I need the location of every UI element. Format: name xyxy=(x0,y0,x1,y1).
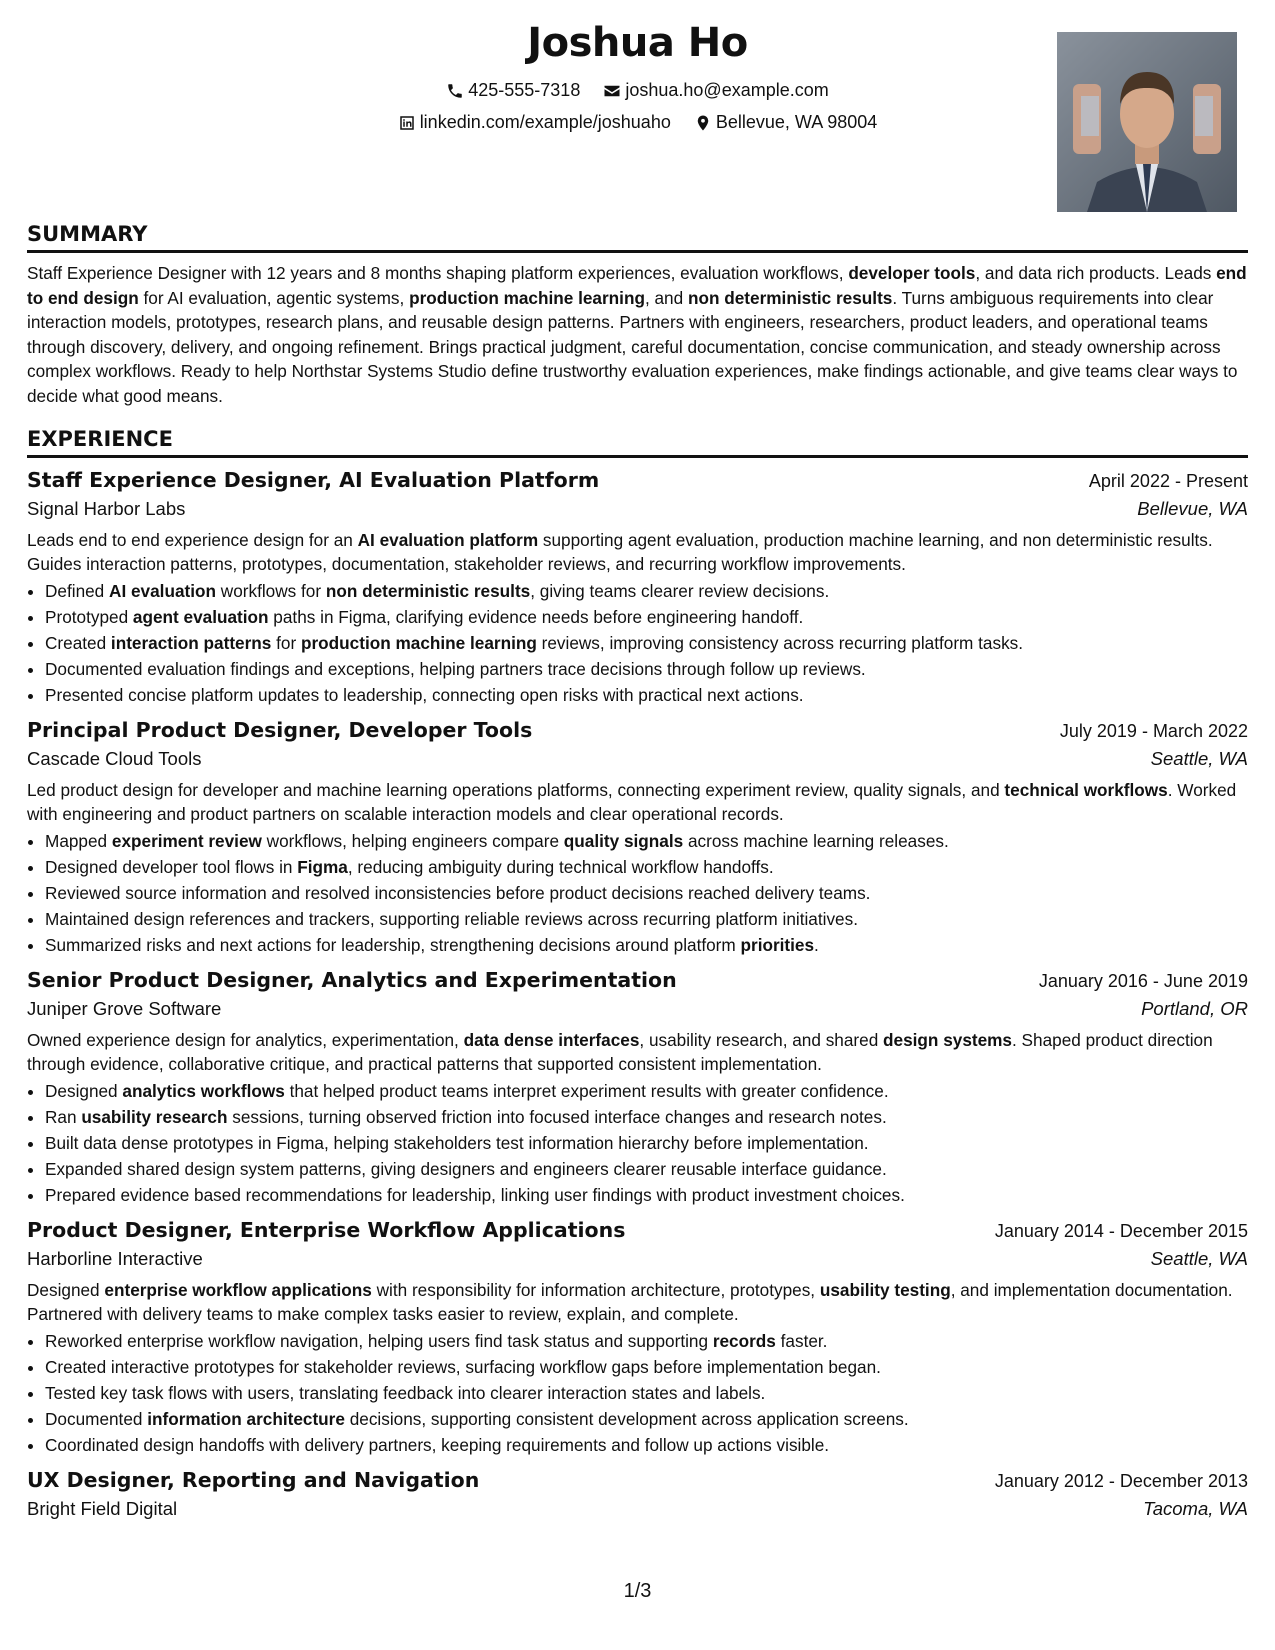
summary-text xyxy=(27,261,1248,409)
bullet-item xyxy=(45,630,1248,656)
map-pin-icon xyxy=(694,114,712,132)
bullet-item xyxy=(45,1406,1248,1432)
email-address[interactable]: joshua.ho@example.com xyxy=(625,80,829,100)
bullet-item xyxy=(45,682,1248,708)
text-run: for AI evaluation, agentic systems, xyxy=(138,287,410,308)
job-subheader xyxy=(27,1498,1248,1520)
linkedin-icon xyxy=(398,114,416,132)
job-title: Principal Product Designer, Developer Tools xyxy=(27,717,533,742)
bold-phrase: AI evaluation platform xyxy=(357,529,539,550)
phone-contact xyxy=(446,80,580,101)
profile-photo-image xyxy=(1057,32,1237,212)
bold-phrase: data dense interfaces xyxy=(463,1029,640,1050)
bold-phrase: analytics workflows xyxy=(122,1080,285,1101)
bullet-item xyxy=(45,604,1248,630)
text-run: . Shaped product direction through evidence, collaborative critique, and practical patterns that supported consistent implementation. xyxy=(27,1029,1213,1075)
bullet-item xyxy=(45,828,1248,854)
text-run: , reducing ambiguity during technical workflow handoffs. xyxy=(347,856,774,877)
text-run: paths in Figma, clarifying evidence needs before engineering handoff. xyxy=(268,606,804,627)
text-run: , and implementation documentation. Partnered with delivery teams to make complex tasks easier to review, explain, and complete. xyxy=(27,1279,1233,1325)
text-run: Reworked enterprise workflow navigation, helping users find task status and supporting xyxy=(45,1330,713,1351)
job-header xyxy=(27,718,1248,742)
job-location: Portland, OR xyxy=(1141,997,1248,1019)
text-run: Designed xyxy=(45,1080,123,1101)
job-description xyxy=(27,1278,1248,1327)
bold-phrase: interaction patterns xyxy=(110,632,272,653)
text-run: Leads end to end experience design for an xyxy=(27,529,358,550)
envelope-icon xyxy=(603,82,621,100)
text-run: that helped product teams interpret experiment results with greater confidence. xyxy=(284,1080,889,1101)
email-contact[interactable] xyxy=(603,80,828,101)
text-run: Created xyxy=(45,632,111,653)
text-run: . Worked with engineering and product partners on scalable interaction models and clear operational records. xyxy=(27,779,1237,825)
bullet-item xyxy=(45,906,1248,932)
text-run: Documented xyxy=(45,1408,148,1429)
text-run: for xyxy=(271,632,301,653)
text-run: , and data rich products. Leads xyxy=(975,263,1217,283)
text-run: Tested key task flows with users, translating feedback into clearer interaction states and labels. xyxy=(45,1382,766,1403)
profile-photo xyxy=(1057,32,1237,212)
bold-phrase: information architecture xyxy=(147,1408,345,1429)
bullet-item xyxy=(45,656,1248,682)
bullet-item xyxy=(45,880,1248,906)
text-run: Reviewed source information and resolved inconsistencies before product decisions reached delivery teams. xyxy=(45,882,871,903)
experience-heading: EXPERIENCE xyxy=(27,427,1248,458)
linkedin-contact[interactable] xyxy=(398,112,671,133)
job-entry xyxy=(27,1468,1248,1520)
job-dates: January 2016 - June 2019 xyxy=(1038,970,1248,991)
job-header xyxy=(27,968,1248,992)
bullet-item xyxy=(45,1104,1248,1130)
job-location: Tacoma, WA xyxy=(1143,1497,1248,1519)
bullet-item xyxy=(45,854,1248,880)
text-run: Led product design for developer and machine learning operations platforms, connecting experiment review, quality signals, and xyxy=(27,779,1005,800)
job-header xyxy=(27,1218,1248,1242)
text-run: , giving teams clearer review decisions. xyxy=(530,580,830,601)
page-number: 1/3 xyxy=(623,1580,652,1602)
text-run: with responsibility for information architecture, prototypes, xyxy=(371,1279,820,1300)
bold-phrase: enterprise workflow applications xyxy=(104,1279,372,1300)
bold-phrase: experiment review xyxy=(111,830,262,851)
text-run: Prepared evidence based recommendations for leadership, linking user findings with product investment choices. xyxy=(45,1184,905,1205)
text-run: Presented concise platform updates to leadership, connecting open risks with practical next actions. xyxy=(45,684,804,705)
bold-phrase: production machine learning xyxy=(409,287,645,308)
job-entry xyxy=(27,718,1248,958)
text-run: workflows, helping engineers compare xyxy=(261,830,564,851)
text-run: reviews, improving consistency across recurring platform tasks. xyxy=(536,632,1024,653)
job-header xyxy=(27,468,1248,492)
linkedin-url[interactable]: linkedin.com/example/joshuaho xyxy=(419,112,671,132)
bullet-item xyxy=(45,578,1248,604)
job-title: Senior Product Designer, Analytics and Experimentation xyxy=(27,967,677,992)
job-title: Product Designer, Enterprise Workflow Applications xyxy=(27,1217,626,1242)
job-bullets xyxy=(27,828,1248,958)
company-name: Cascade Cloud Tools xyxy=(27,747,202,769)
job-title: Staff Experience Designer, AI Evaluation Platform xyxy=(27,467,600,492)
bullet-item xyxy=(45,1156,1248,1182)
bold-phrase: Figma xyxy=(297,856,348,877)
job-entry xyxy=(27,1218,1248,1458)
bold-phrase: design systems xyxy=(883,1029,1012,1050)
job-location: Seattle, WA xyxy=(1150,1247,1248,1269)
bullet-item xyxy=(45,1130,1248,1156)
text-run: Created interactive prototypes for stakeholder reviews, surfacing workflow gaps before implementation began. xyxy=(45,1356,881,1377)
text-run: , and xyxy=(644,287,688,308)
text-run: Built data dense prototypes in Figma, helping stakeholders test information hierarchy before implementation. xyxy=(45,1132,869,1153)
bullet-item xyxy=(45,1380,1248,1406)
bold-phrase: end to end design xyxy=(27,263,1247,308)
bullet-item xyxy=(45,1182,1248,1208)
text-run: sessions, turning observed friction into focused interface changes and research notes. xyxy=(227,1106,887,1127)
bullet-item xyxy=(45,1328,1248,1354)
text-run: . xyxy=(814,934,819,955)
bullet-item xyxy=(45,932,1248,958)
job-location: Bellevue, WA xyxy=(1137,497,1248,519)
text-run: Prototyped xyxy=(45,606,133,627)
bold-phrase: usability testing xyxy=(819,1279,951,1300)
bold-phrase: priorities xyxy=(740,934,815,955)
resume-page xyxy=(27,0,1248,1650)
job-bullets xyxy=(27,578,1248,708)
bold-phrase: AI evaluation xyxy=(109,580,216,601)
company-name: Harborline Interactive xyxy=(27,1247,203,1269)
bold-phrase: non deterministic results xyxy=(325,580,531,601)
job-subheader xyxy=(27,748,1248,770)
text-run: Expanded shared design system patterns, giving designers and engineers clearer reusable interface guidance. xyxy=(45,1158,887,1179)
phone-icon xyxy=(446,82,464,100)
bold-phrase: technical workflows xyxy=(1004,779,1168,800)
job-subheader xyxy=(27,998,1248,1020)
text-run: Ran xyxy=(45,1106,82,1127)
location-text: Bellevue, WA 98004 xyxy=(715,112,878,132)
bold-phrase: non deterministic results xyxy=(687,287,893,308)
text-run: Documented evaluation findings and exceptions, helping partners trace decisions through follow up reviews. xyxy=(45,658,866,679)
job-subheader xyxy=(27,498,1248,520)
text-run: across machine learning releases. xyxy=(683,830,949,851)
job-description xyxy=(27,778,1248,827)
text-run: Defined xyxy=(45,580,110,601)
text-run: Owned experience design for analytics, experimentation, xyxy=(27,1029,464,1050)
resume-header xyxy=(27,0,1248,222)
bold-phrase: agent evaluation xyxy=(132,606,269,627)
text-run: workflows for xyxy=(216,580,326,601)
phone-number: 425-555-7318 xyxy=(468,80,581,100)
bullet-item xyxy=(45,1432,1248,1458)
job-title: UX Designer, Reporting and Navigation xyxy=(27,1467,480,1492)
text-run: Summarized risks and next actions for leadership, strengthening decisions around platform xyxy=(45,934,741,955)
text-run: Coordinated design handoffs with delivery partners, keeping requirements and follow up actions visible. xyxy=(45,1434,830,1455)
bullet-item xyxy=(45,1354,1248,1380)
job-description xyxy=(27,528,1248,577)
text-run: decisions, supporting consistent development across application screens. xyxy=(344,1408,909,1429)
text-run: Mapped xyxy=(45,830,112,851)
job-header xyxy=(27,1468,1248,1492)
job-entry xyxy=(27,968,1248,1208)
job-location: Seattle, WA xyxy=(1150,747,1248,769)
job-bullets xyxy=(27,1328,1248,1458)
job-dates: April 2022 - Present xyxy=(1088,470,1248,491)
text-run: . Turns ambiguous requirements into clear interaction models, prototypes, research plans, and reusable design patterns. Partners with engineers, researchers, product leaders, and operational teams through discovery, delivery, and ongoing refinement. Brings practical judgment, careful documentation, concise communication, and steady ownership across complex workflows. Ready to help Northstar Systems Studio define trustworthy evaluation experiences, make findings actionable, and give teams clear ways to decide what good means. xyxy=(27,287,1238,406)
job-dates: January 2014 - December 2015 xyxy=(994,1220,1248,1241)
job-dates: July 2019 - March 2022 xyxy=(1059,720,1248,741)
bold-phrase: usability research xyxy=(81,1106,228,1127)
company-name: Bright Field Digital xyxy=(27,1497,178,1519)
bullet-item xyxy=(45,1078,1248,1104)
text-run: Staff Experience Designer with 12 years and 8 months shaping platform experiences, evaluation workflows, xyxy=(27,263,849,283)
text-run: Designed developer tool flows in xyxy=(45,856,298,877)
bold-phrase: production machine learning xyxy=(300,632,537,653)
bold-phrase: records xyxy=(712,1330,776,1351)
job-entry xyxy=(27,468,1248,708)
job-description xyxy=(27,1028,1248,1077)
candidate-name: Joshua Ho xyxy=(527,20,748,66)
bold-phrase: developer tools xyxy=(848,263,976,283)
job-bullets xyxy=(27,1078,1248,1208)
company-name: Signal Harbor Labs xyxy=(27,497,186,519)
location-contact xyxy=(694,112,877,133)
bold-phrase: quality signals xyxy=(563,830,684,851)
text-run: Designed xyxy=(27,1279,105,1300)
company-name: Juniper Grove Software xyxy=(27,997,222,1019)
text-run: faster. xyxy=(775,1330,828,1351)
text-run: Maintained design references and trackers, supporting reliable reviews across recurring platform initiatives. xyxy=(45,908,858,929)
summary-heading: SUMMARY xyxy=(27,222,1248,253)
experience-list xyxy=(27,468,1248,1520)
text-run: , usability research, and shared xyxy=(639,1029,884,1050)
job-subheader xyxy=(27,1248,1248,1270)
text-run: supporting agent evaluation, production machine learning, and non deterministic results. Guides interaction patterns, prototypes, documentation, stakeholder reviews, and recurring workflow improvements. xyxy=(27,529,1213,575)
job-dates: January 2012 - December 2013 xyxy=(994,1470,1248,1491)
